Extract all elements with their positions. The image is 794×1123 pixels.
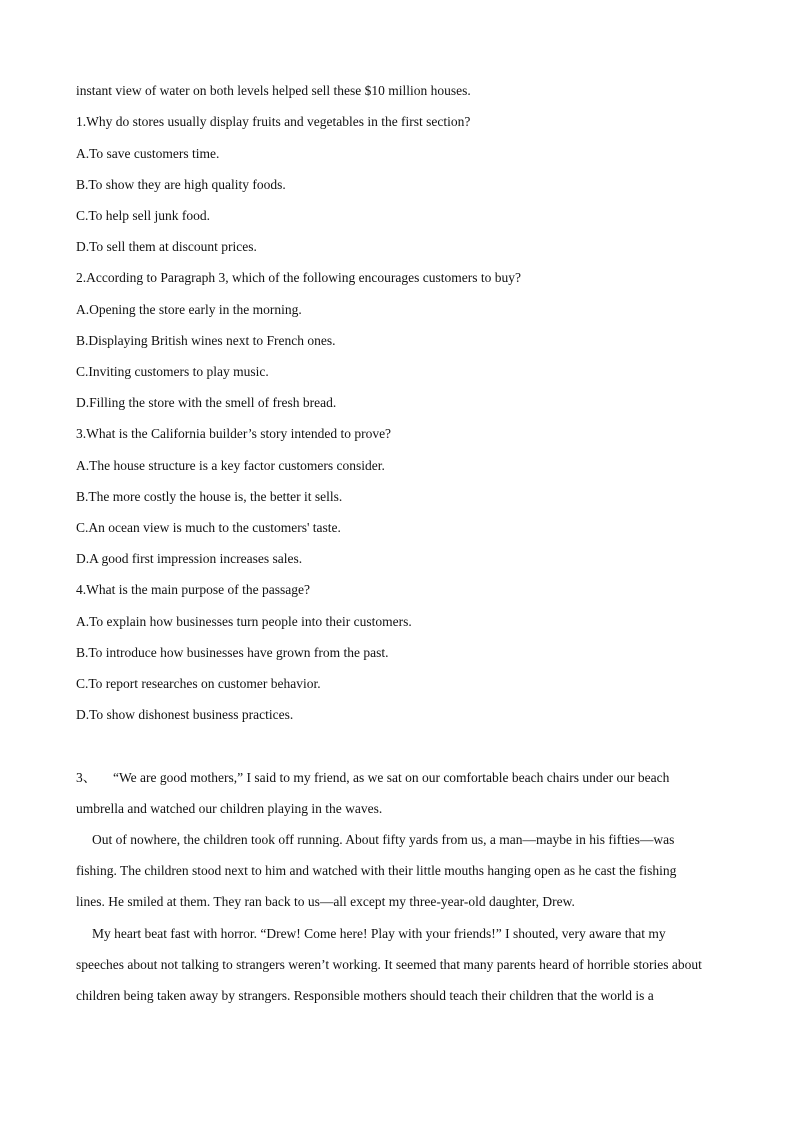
passage-line: speeches about not talking to strangers weren’t working. It seemed that many parents heard of horrible stories about [76, 957, 702, 972]
answer-option: B.Displaying British wines next to French ones. [76, 333, 336, 348]
question-stem: 3.What is the California builder’s story intended to prove? [76, 426, 392, 441]
answer-option: A.Opening the store early in the morning. [76, 302, 302, 317]
passage-line: My heart beat fast with horror. “Drew! Come here! Play with your friends!” I shouted, very aware that my [92, 926, 666, 941]
passage-line: umbrella and watched our children playing in the waves. [76, 801, 383, 816]
answer-option: B.The more costly the house is, the better it sells. [76, 489, 343, 504]
passage-text: “We are good mothers,” I said to my friend, as we sat on our comfortable beach chairs under our beach [113, 770, 670, 785]
passage-line: Out of nowhere, the children took off running. About fifty yards from us, a man—maybe in his fifties—was [92, 832, 675, 847]
answer-option: B.To show they are high quality foods. [76, 177, 286, 192]
answer-option: C.An ocean view is much to the customers' taste. [76, 520, 341, 535]
passage-first-line [76, 770, 736, 786]
passage-number: 3、 [76, 770, 97, 785]
answer-option: C.Inviting customers to play music. [76, 364, 269, 379]
intro-line: instant view of water on both levels helped sell these $10 million houses. [76, 83, 471, 98]
answer-option: C.To report researches on customer behavior. [76, 676, 321, 691]
answer-option: D.To show dishonest business practices. [76, 707, 294, 722]
passage-line: fishing. The children stood next to him and watched with their little mouths hanging open as he cast the fishing [76, 863, 677, 878]
question-stem: 1.Why do stores usually display fruits and vegetables in the first section? [76, 114, 471, 129]
question-stem: 4.What is the main purpose of the passage? [76, 582, 310, 597]
answer-option: A.To save customers time. [76, 146, 220, 161]
answer-option: D.A good first impression increases sales. [76, 551, 303, 566]
answer-option: C.To help sell junk food. [76, 208, 211, 223]
answer-option: A.To explain how businesses turn people into their customers. [76, 614, 412, 629]
question-stem: 2.According to Paragraph 3, which of the following encourages customers to buy? [76, 270, 522, 285]
answer-option: B.To introduce how businesses have grown from the past. [76, 645, 389, 660]
passage-line: children being taken away by strangers. Responsible mothers should teach their children that the world is a [76, 988, 654, 1003]
answer-option: D.Filling the store with the smell of fresh bread. [76, 395, 337, 410]
answer-option: A.The house structure is a key factor customers consider. [76, 458, 385, 473]
answer-option: D.To sell them at discount prices. [76, 239, 257, 254]
passage-line: lines. He smiled at them. They ran back to us—all except my three-year-old daughter, Drew. [76, 894, 575, 909]
